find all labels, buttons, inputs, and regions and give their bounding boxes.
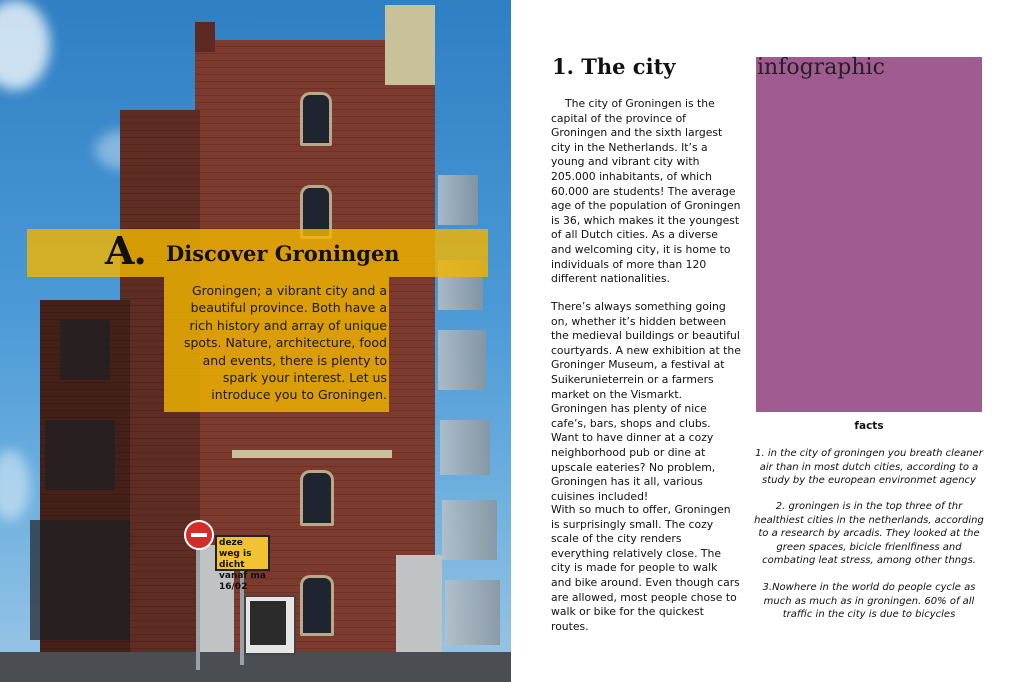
trim-band xyxy=(232,450,392,458)
window xyxy=(300,575,334,636)
body-paragraph: With so much to offer, Groningen is surprisingly small. The cozy scale of the city renders everything relatively close. The city is made for people to walk and bike around. Even though cars are allowed, most people chose to walk or bike for the quickest routes. xyxy=(551,503,740,633)
balcony xyxy=(30,520,130,640)
section-letter: A. xyxy=(105,228,146,273)
balcony xyxy=(445,580,500,645)
balcony xyxy=(60,320,110,380)
balcony xyxy=(438,330,486,390)
body-paragraph: There’s always something going on, whether it’s hidden between the medieval buildings or beautiful courtyards. A new exhibition at the Groninger Museum, a festival at Suikerunieterrein or a farmers market on the Vismarkt. Groningen has plenty of nice cafe’s, bars, shops and clubs. Want to have dinner at a cozy neighborhood pub or dine at upscale eateries? No problem, Groningen has it all, various cuisines included! xyxy=(551,300,741,503)
road-closed-sign: deze weg is dicht vanaf ma 16/02 xyxy=(215,535,270,571)
section-title: Discover Groningen xyxy=(166,241,400,266)
balcony xyxy=(45,420,115,490)
infographic-placeholder xyxy=(756,57,982,412)
intro-text: Groningen; a vibrant city and a beautiful province. Both have a rich history and array of unique spots. Nature, architecture, food and events, there is plenty to spark your interest. Let us introduce you to Groningen. xyxy=(183,283,387,403)
infographic-label: infographic xyxy=(757,55,885,80)
facts-title: facts xyxy=(854,420,884,432)
window xyxy=(300,470,334,526)
body-paragraph: The city of Groningen is the capital of the province of Groningen and the sixth largest city in the Netherlands. It’s a young and vibrant city with 205.000 inhabitants, of which 60.000 are students! The average age of the population of Groningen is 36, which makes it the youngest of all Dutch cities. As a diverse and welcoming city, it is home to individuals of more than 120 different nationalities. xyxy=(551,97,741,286)
balcony xyxy=(440,420,490,475)
street xyxy=(0,652,511,682)
building-crown xyxy=(385,5,435,85)
fact-item: 1. in the city of groningen you breath cleaner air than in most dutch cities, according to a study by the european environmet agency xyxy=(755,448,983,487)
fact-item: 3.Nowhere in the world do people cycle as much as much as in groningen. 60% of all traffic in the city is due to bicycles xyxy=(762,582,976,621)
balcony xyxy=(442,500,497,560)
poster-board xyxy=(244,595,296,655)
sign-pole xyxy=(196,545,200,670)
pillar xyxy=(396,555,442,667)
window xyxy=(300,92,332,146)
fact-item: 2. groningen is in the top three of thr healthiest cities in the netherlands, according to a research by arcadis. They looked at the green spaces, bicicle frienlfiness and combating leat stress, among other thngs. xyxy=(754,501,984,567)
cloud xyxy=(0,450,30,520)
cloud xyxy=(0,0,50,90)
poster-image xyxy=(250,601,286,645)
balcony xyxy=(438,175,478,225)
no-entry-sign xyxy=(184,520,214,550)
page-title: 1. The city xyxy=(552,54,676,79)
chimney xyxy=(195,22,215,52)
